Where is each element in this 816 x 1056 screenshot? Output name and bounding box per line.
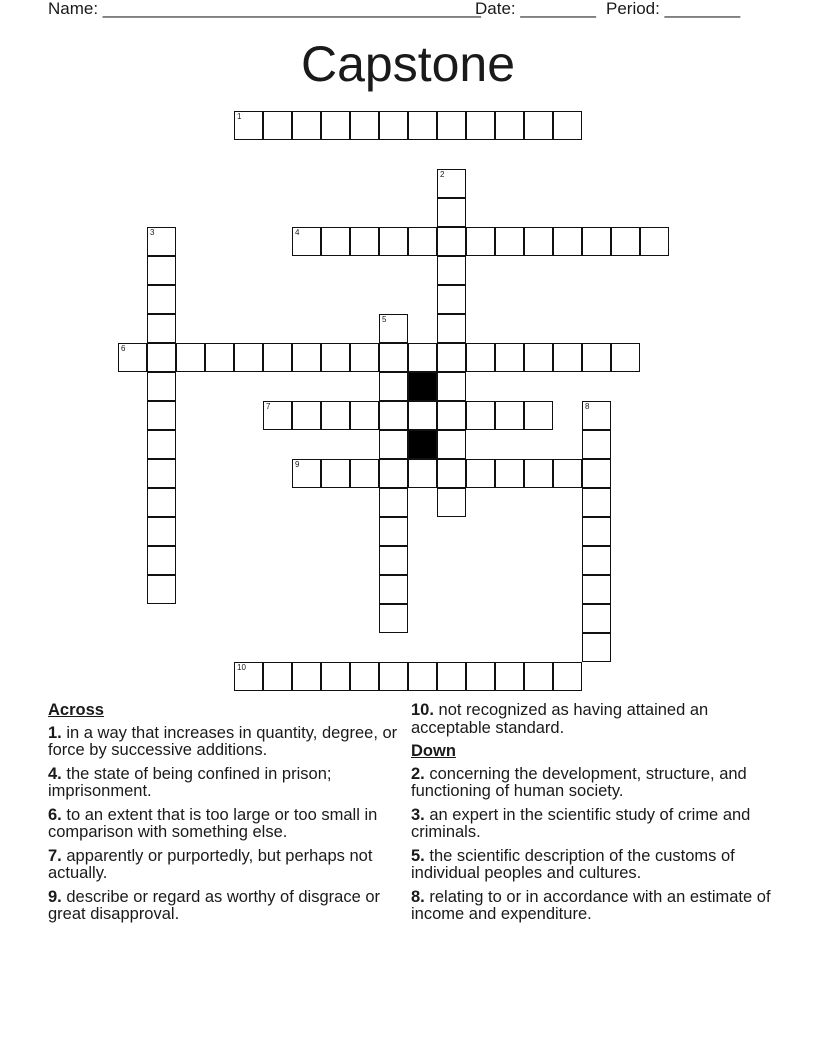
grid-cell[interactable] <box>437 198 466 227</box>
grid-cell[interactable] <box>234 662 263 691</box>
clue-number: 6 <box>121 344 126 353</box>
grid-cell[interactable] <box>263 343 292 372</box>
grid-cell[interactable] <box>234 111 263 140</box>
grid-cell[interactable] <box>321 401 350 430</box>
grid-cell[interactable] <box>437 285 466 314</box>
grid-cell[interactable] <box>350 662 379 691</box>
clue-across-4: 4. the state of being confined in prison; imprisonment. <box>48 764 332 800</box>
grid-cell[interactable] <box>611 227 640 256</box>
grid-cell[interactable] <box>350 227 379 256</box>
grid-cell[interactable] <box>437 488 466 517</box>
header <box>48 0 768 22</box>
grid-cell[interactable] <box>582 459 611 488</box>
grid-cell[interactable] <box>640 227 669 256</box>
grid-cell[interactable] <box>379 604 408 633</box>
clues-column-left <box>48 702 398 930</box>
grid-cell[interactable] <box>205 343 234 372</box>
grid-cell[interactable] <box>582 604 611 633</box>
grid-cell[interactable] <box>379 662 408 691</box>
grid-cell[interactable] <box>147 256 176 285</box>
grid-cell[interactable] <box>263 111 292 140</box>
grid-cell[interactable] <box>466 343 495 372</box>
grid-cell[interactable] <box>321 459 350 488</box>
grid-cell[interactable] <box>437 343 466 372</box>
clue-number: 2 <box>440 170 445 179</box>
clue-across-1: 1. in a way that increases in quantity, degree, or force by successive additions. <box>48 723 398 759</box>
grid-cell[interactable] <box>379 372 408 401</box>
grid-cell[interactable] <box>495 459 524 488</box>
puzzle-title: Capstone <box>300 36 516 92</box>
clue-down-5: 5. the scientific description of the customs of individual peoples and cultures. <box>411 846 735 882</box>
name-field[interactable]: Name: ________________________________________ <box>48 0 481 18</box>
grid-cell[interactable] <box>582 575 611 604</box>
grid-cell[interactable] <box>553 227 582 256</box>
grid-cell[interactable] <box>466 401 495 430</box>
grid-cell[interactable] <box>524 459 553 488</box>
grid-cell[interactable] <box>321 343 350 372</box>
clue-number: 8 <box>585 402 590 411</box>
grid-cell[interactable] <box>379 575 408 604</box>
grid-cell[interactable] <box>524 401 553 430</box>
grid-cell[interactable] <box>292 401 321 430</box>
grid-cell[interactable] <box>379 401 408 430</box>
grid-cell[interactable] <box>553 662 582 691</box>
clue-down-3: 3. an expert in the scientific study of crime and criminals. <box>411 805 751 841</box>
grid-cell[interactable] <box>147 401 176 430</box>
grid-cell[interactable] <box>321 111 350 140</box>
clue-down-8: 8. relating to or in accordance with an estimate of income and expenditure. <box>411 887 771 923</box>
grid-cell[interactable] <box>350 111 379 140</box>
clue-number: 5 <box>382 315 387 324</box>
grid-cell[interactable] <box>408 662 437 691</box>
grid-cell[interactable] <box>553 343 582 372</box>
grid-cell[interactable] <box>147 227 176 256</box>
clue-across-9: 9. describe or regard as worthy of disgrace or great disapproval. <box>48 887 381 923</box>
black-cell <box>408 372 437 401</box>
grid-cell[interactable] <box>582 517 611 546</box>
grid-cell[interactable] <box>495 401 524 430</box>
grid-cell[interactable] <box>350 401 379 430</box>
clue-across-6: 6. to an extent that is too large or too small in comparison with something else. <box>48 805 378 841</box>
grid-cell[interactable] <box>524 343 553 372</box>
grid-cell[interactable] <box>234 343 263 372</box>
grid-cell[interactable] <box>147 575 176 604</box>
grid-cell[interactable] <box>408 459 437 488</box>
grid-cell[interactable] <box>437 459 466 488</box>
grid-cell[interactable] <box>466 111 495 140</box>
clue-number: 9 <box>295 460 300 469</box>
clue-number: 3 <box>150 228 155 237</box>
grid-cell[interactable] <box>147 459 176 488</box>
date-field[interactable]: Date: ________ <box>475 0 596 18</box>
grid-cell[interactable] <box>147 372 176 401</box>
grid-cell[interactable] <box>292 111 321 140</box>
grid-cell[interactable] <box>582 343 611 372</box>
clue-down-2: 2. concerning the development, structure, and functioning of human society. <box>411 764 747 800</box>
grid-cell[interactable] <box>582 488 611 517</box>
grid-cell[interactable] <box>379 546 408 575</box>
grid-cell[interactable] <box>379 430 408 459</box>
grid-cell[interactable] <box>147 430 176 459</box>
grid-cell[interactable] <box>379 488 408 517</box>
grid-cell[interactable] <box>524 227 553 256</box>
clue-number: 10 <box>237 663 246 672</box>
grid-cell[interactable] <box>292 459 321 488</box>
grid-cell[interactable] <box>437 401 466 430</box>
grid-cell[interactable] <box>437 662 466 691</box>
grid-cell[interactable] <box>495 111 524 140</box>
grid-cell[interactable] <box>321 227 350 256</box>
grid-cell[interactable] <box>582 227 611 256</box>
grid-cell[interactable] <box>118 343 147 372</box>
grid-cell[interactable] <box>437 111 466 140</box>
grid-cell[interactable] <box>437 227 466 256</box>
grid-cell[interactable] <box>379 111 408 140</box>
grid-cell[interactable] <box>495 343 524 372</box>
grid-cell[interactable] <box>437 372 466 401</box>
grid-cell[interactable] <box>176 343 205 372</box>
clue-number: 7 <box>266 402 271 411</box>
grid-cell[interactable] <box>466 459 495 488</box>
grid-cell[interactable] <box>147 546 176 575</box>
grid-cell[interactable] <box>408 227 437 256</box>
clue-across-10: 10. not recognized as having attained an acceptable standard. <box>411 701 709 737</box>
grid-cell[interactable] <box>350 343 379 372</box>
grid-cell[interactable] <box>524 111 553 140</box>
grid-cell[interactable] <box>147 343 176 372</box>
grid-cell[interactable] <box>379 227 408 256</box>
grid-cell[interactable] <box>437 169 466 198</box>
grid-cell[interactable] <box>321 662 350 691</box>
down-heading: Down <box>411 742 456 760</box>
grid-cell[interactable] <box>437 256 466 285</box>
grid-cell[interactable] <box>147 285 176 314</box>
grid-cell[interactable] <box>147 314 176 343</box>
grid-cell[interactable] <box>553 459 582 488</box>
grid-cell[interactable] <box>350 459 379 488</box>
grid-cell[interactable] <box>582 430 611 459</box>
grid-cell[interactable] <box>524 662 553 691</box>
clue-across-7: 7. apparently or purportedly, but perhaps not actually. <box>48 846 373 882</box>
black-cell <box>408 430 437 459</box>
grid-cell[interactable] <box>147 517 176 546</box>
grid-cell[interactable] <box>263 401 292 430</box>
clues-column-right <box>411 702 781 930</box>
grid-cell[interactable] <box>466 662 495 691</box>
grid-cell[interactable] <box>292 662 321 691</box>
grid-cell[interactable] <box>379 343 408 372</box>
grid-cell[interactable] <box>582 546 611 575</box>
grid-cell[interactable] <box>263 662 292 691</box>
grid-cell[interactable] <box>582 401 611 430</box>
grid-cell[interactable] <box>582 633 611 662</box>
grid-cell[interactable] <box>495 227 524 256</box>
grid-cell[interactable] <box>292 343 321 372</box>
grid-cell[interactable] <box>553 111 582 140</box>
period-field[interactable]: Period: ________ <box>606 0 741 18</box>
grid-cell[interactable] <box>466 227 495 256</box>
grid-cell[interactable] <box>437 314 466 343</box>
grid-cell[interactable] <box>437 430 466 459</box>
grid-cell[interactable] <box>408 401 437 430</box>
grid-cell[interactable] <box>408 343 437 372</box>
grid-cell[interactable] <box>292 227 321 256</box>
grid-cell[interactable] <box>611 343 640 372</box>
grid-cell[interactable] <box>379 314 408 343</box>
grid-cell[interactable] <box>408 111 437 140</box>
clue-number: 1 <box>237 112 242 121</box>
grid-cell[interactable] <box>379 459 408 488</box>
grid-cell[interactable] <box>495 662 524 691</box>
across-heading: Across <box>48 701 104 719</box>
grid-cell[interactable] <box>147 488 176 517</box>
clue-number: 4 <box>295 228 300 237</box>
grid-cell[interactable] <box>379 517 408 546</box>
